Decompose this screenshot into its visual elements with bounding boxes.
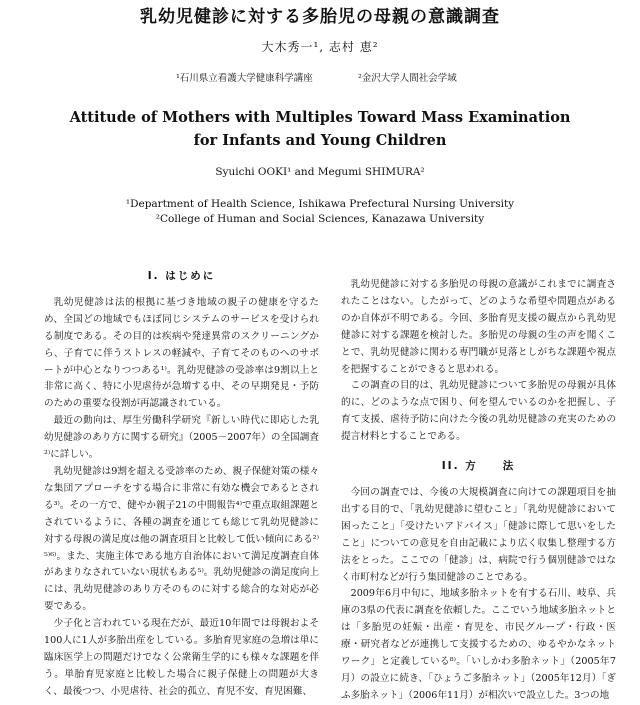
affiliations-en [0, 197, 640, 227]
paragraph: 乳幼児健診は9割を超える受診率のため、親子保健対策の様々な集団アプローチをする場合に非常に有効な機会であるとされる³⁾。その一方で、健やか親子21の中間報告⁴⁾で重点取組課題とされているように、各種の調査を通じても総じて乳幼児健診に対する母親の満足度は他の調査項目と比較して低い傾向にある²⁾⁵⁾⁶⁾。また、実施主体である地方自治体において満足度調査自体があまりなされていない現状もある⁵⁾。乳幼児健診の満足度向上には、乳幼児健診のあり方そのものに対する総合的な対応が必要である。 [44, 465, 319, 613]
affiliation-jp-2: ²金沢大学人間社会学域 [358, 73, 457, 84]
left-column [44, 268, 319, 701]
affiliation-en-2: ²College of Human and Social Sciences, Kanazawa University [155, 213, 485, 225]
right-column [341, 277, 616, 705]
title-en-line2: for Infants and Young Children [193, 132, 447, 149]
authors-jp: 大木秀一¹, 志村 恵² [261, 40, 379, 54]
paragraph: 最近の動向は、厚生労働科学研究『新しい時代に即応した乳幼児健診のあり方に関する研究』（2005－2007年）の全国調査²⁾に詳しい。 [44, 415, 319, 461]
section-heading-introduction: I. はじめに [147, 270, 216, 282]
affiliation-en-1: ¹Department of Health Science, Ishikawa Prefectural Nursing University [125, 198, 515, 210]
authors-en: Syuichi OOKI¹ and Megumi SHIMURA² [215, 166, 425, 178]
paper-title-en [0, 106, 640, 152]
paragraph: 少子化と言われている現在だが、最近10年間では母親およそ100人に1人が多胎出産をしている。多胎育児家庭の急増は単に臨床医学上の問題だけでなく公衆衛生学的にも様々な課題を伴う。単胎育児家庭と比較した場合に親子保健上の問題が大きく、最後つつ、小児虐待、社会的孤立、育児不安、育児困難、 [44, 618, 319, 697]
paragraph: この調査の目的は、乳幼児健診について多胎児の母親が具体的に、どのような点で困り、何を望んでいるのかを把握し、子育て支援、虐待予防に向けた今後の乳幼児健診の充実のための提言材料とすることである。 [341, 380, 616, 443]
section-heading-methods: II. 方 法 [441, 460, 516, 473]
paragraph: 乳幼児健診は法的根拠に基づき地域の親子の健康を守るため、全国どの地域でもほぼ同じシステムのサービスを受けられる制度である。その目的は疾病や発達異常のスクリーニングから、子育てに伴うストレスの軽減や、子育てそのものへのサポートが中心となりつつある¹⁾。乳幼児健診の受診率は9割以上と非常に高く、特に小児虐待が急増する中、その早期発見・予防のための重要な役割が再認識されている。 [44, 296, 319, 410]
paragraph: 2009年6月中旬に、地域多胎ネットを有する石川、岐阜、兵庫の3県の代表に調査を依頼した。ここでいう地域多胎ネットとは「多胎児の妊娠・出産・育児を、市民グループ・行政・医療・研究者などが連携して支援するための、ゆるやかなネットワーク」と定義している⁸⁾。「いしかわ多胎ネット」（2005年7月）の設立に続き、「ひょうご多胎ネット」（2005年12月）「ぎふ多胎ネット」（2006年11月）が相次いで設立した。3つの地 [341, 588, 616, 701]
title-en-line1: Attitude of Mothers with Multiples Toward Mass Examination [69, 109, 571, 126]
affiliation-jp-1: ¹石川県立看護大学健康科学講座 [176, 73, 313, 84]
paragraph: 乳幼児健診に対する多胎児の母親の意識がこれまでに調査されたことはない。したがって、どのような希望や問題点があるのか自体が不明である。今回、多胎育児支援の観点から乳幼児健診に対する課題を検討した。多胎児の母親の生の声を聞くことで、乳幼児健診に関わる専門職が見落としがちな課題や視点を把握することができると思われる。 [341, 279, 616, 375]
paragraph: 今回の調査では、今後の大規模調査に向けての課題項目を抽出する目的で、「乳幼児健診に望むこと」「乳幼児健診において困ったこと」「受けたいアドバイス」「健診に際して思いをしたこと」についての意見を自由記載により広く収集し整理する方法をとった。ここでの「健診」は、病院で行う個別健診ではなく市町村などが行う集団健診のことである。 [341, 486, 616, 583]
paper-title-jp: 乳幼児健診に対する多胎児の母親の意識調査 [140, 7, 500, 27]
